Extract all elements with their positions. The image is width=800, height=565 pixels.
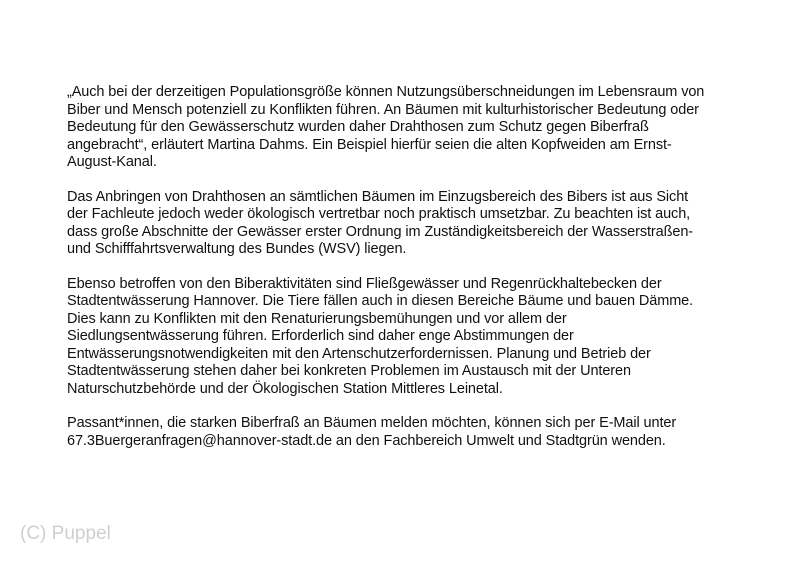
paragraph-quote: „Auch bei der derzeitigen Populationsgröße können Nutzungsüberschneidungen im Lebensraum von Biber und Mensch potenziell zu Konflikten führen. An Bäumen mit kulturhistorischer Bedeutung oder Bedeutung für den Gewässerschutz wurden daher Drahthosen zum Schutz gegen Biberfraß angebracht“, erläutert Martina Dahms. Ein Beispiel hierfür seien die alten Kopfweiden am Ernst- August-Kanal.: [67, 84, 705, 170]
paragraph-stadtentwaesserung: Ebenso betroffen von den Biberaktivitäten sind Fließgewässer und Regenrückhaltebecken der Stadtentwässerung Hannover. Die Tiere fällen auch in diesen Bereiche Bäume und bauen Dämme. Dies kann zu Konflikten mit den Renaturierungsbemühungen und vor allem der Siedlungsentwässerung führen. Erforderlich sind daher enge Abstimmungen der Entwässerungsnotwendigkeiten mit den Artenschutzerfordernissen. Planung und Betrieb der Stadtentwässerung stehen daher bei konkreten Problemen im Austausch mit der Unteren Naturschutzbehörde und der Ökologischen Station Mittleres Leinetal.: [67, 275, 694, 397]
document-body: [67, 84, 757, 467]
paragraph-drahthosen: Das Anbringen von Drahthosen an sämtlichen Bäumen im Einzugsbereich des Bibers ist aus Sicht der Fachleute jedoch weder ökologisch vertretbar noch praktisch umsetzbar. Zu beachten ist auch, dass große Abschnitte der Gewässer erster Ordnung im Zuständigkeitsbereich der Wasserstraßen- und Schifffahrtsverwaltung des Bundes (WSV) liegen.: [67, 188, 694, 257]
copyright-watermark: (C) Puppel: [20, 523, 111, 544]
paragraph-contact: Passant*innen, die starken Biberfraß an Bäumen melden möchten, können sich per E-Mail unter 67.3Buergeranfragen@hannover-stadt.de an den Fachbereich Umwelt und Stadtgrün wenden.: [67, 415, 677, 449]
